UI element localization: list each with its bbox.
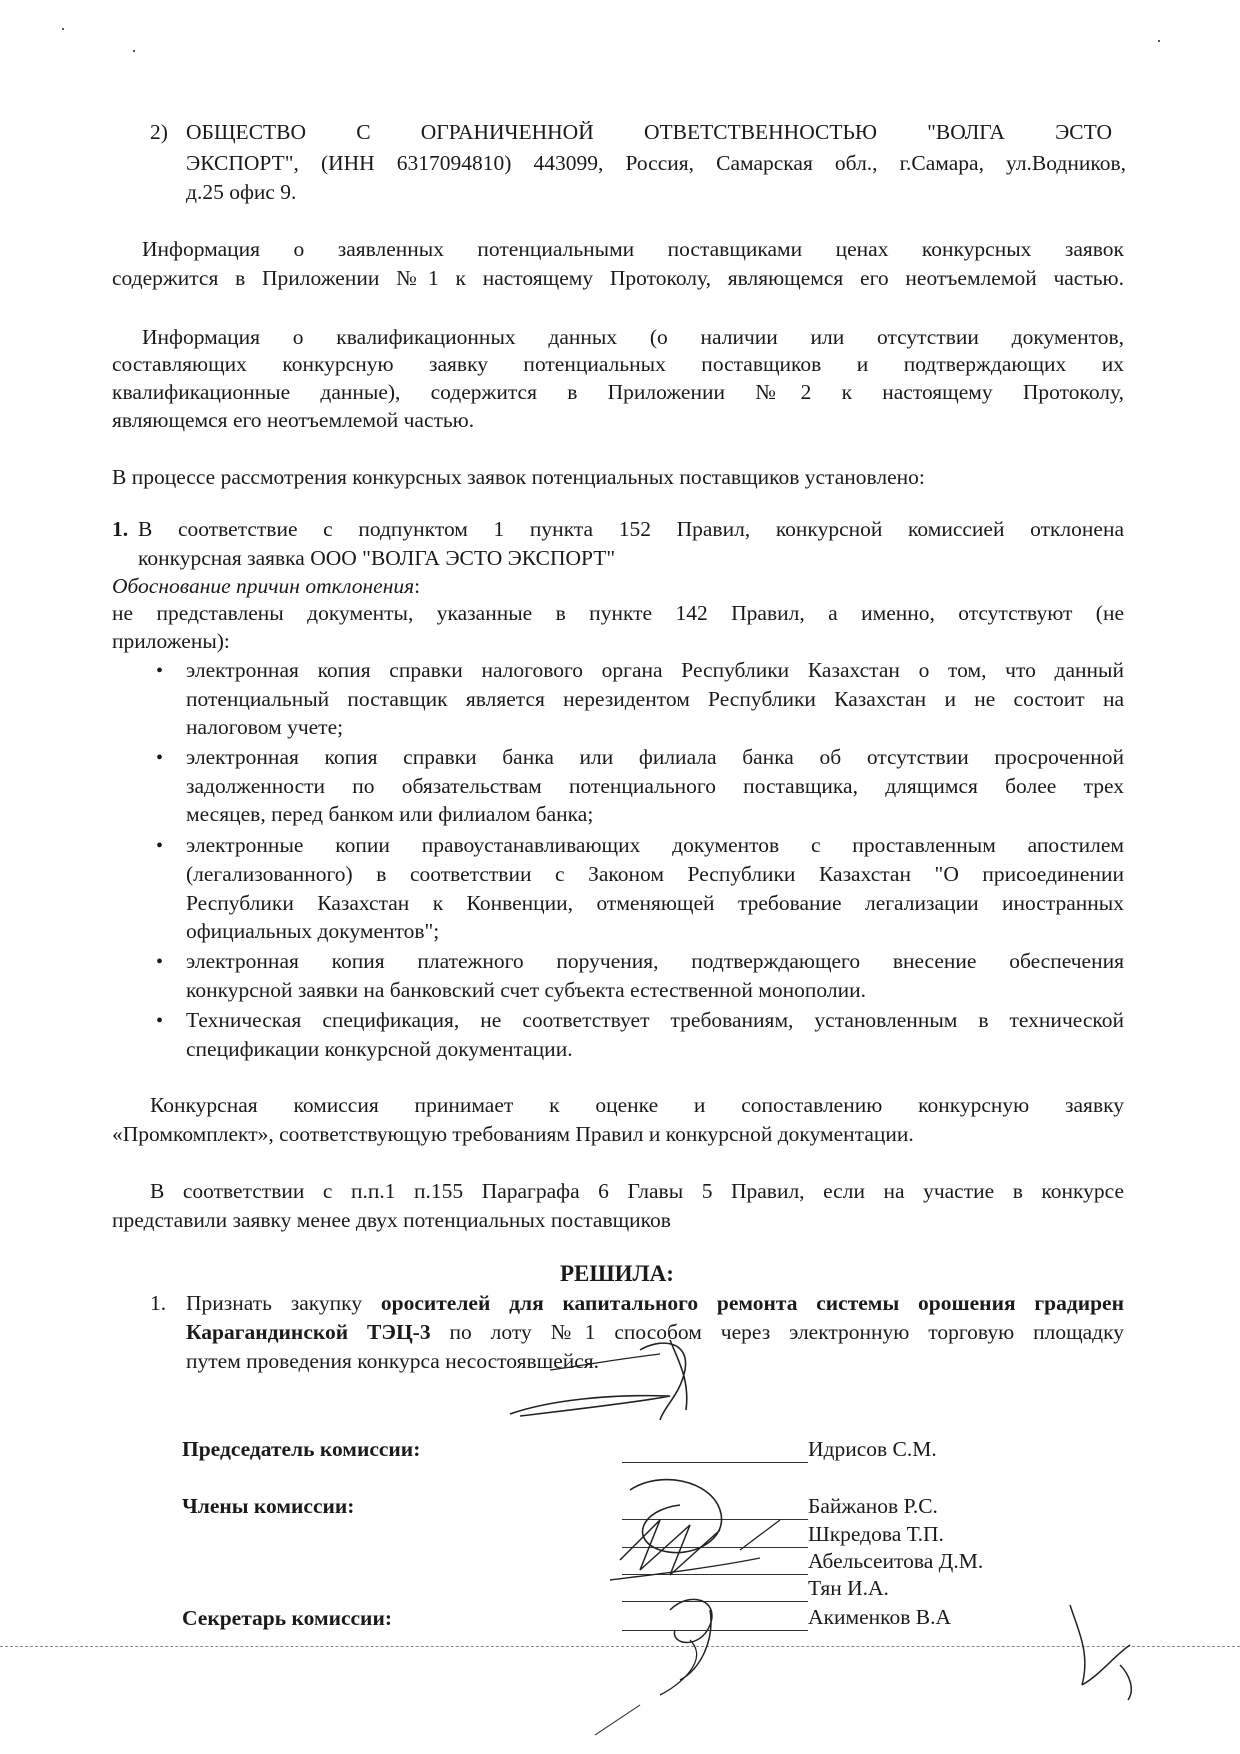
bullet3-line4: официальных документов"; <box>186 919 440 943</box>
accept-line2: «Промкомплект», соответствующую требованиям Правил и конкурсной документации. <box>112 1122 914 1146</box>
member-name-2: Шкредова Т.П. <box>808 1522 944 1546</box>
handwritten-mark-right <box>1060 1595 1150 1705</box>
rejection-line1: В соответствие с подпунктом 1 пункта 152 Правил, конкурсной комиссией отклонена <box>138 517 1124 541</box>
pen-stroke <box>590 1700 650 1740</box>
decision-line2-rest: по лоту №1 способом через электронную торговую площадку <box>430 1320 1124 1344</box>
bullet-dot: • <box>156 1010 164 1032</box>
bullet5-line2: спецификации конкурсной документации. <box>186 1037 573 1061</box>
bullet-dot: • <box>156 835 164 857</box>
rejection-number: 1. <box>112 517 129 541</box>
scan-speck <box>133 50 135 52</box>
bullet2-line3: месяцев, перед банком или филиалом банка; <box>186 802 594 826</box>
decision-part1-bold: оросителей для капитального ремонта системы орошения градирен <box>380 1291 1124 1315</box>
scan-speck <box>62 28 64 30</box>
handwritten-signatures-members <box>600 1460 820 1700</box>
bullet3-line1: электронные копии правоустанавливающих документов с проставленным апостилем <box>186 833 1124 857</box>
bullet-dot: • <box>156 747 164 769</box>
bullet4-line1: электронная копия платежного поручения, подтверждающего внесение обеспечения <box>186 949 1124 973</box>
scan-speck <box>1158 40 1160 42</box>
bullet5-line1: Техническая спецификация, не соответствует требованиям, установленным в технической <box>186 1008 1124 1032</box>
rejection-detail-line2: приложены): <box>112 629 230 653</box>
bullet3-line3: Республики Казахстан к Конвенции, отменяющей требование легализации иностранных <box>186 891 1124 915</box>
accordance-line1: В соответствии с п.п.1 п.155 Параграфа 6 Главы 5 Правил, если на участие в конкурсе <box>150 1179 1124 1203</box>
bullet1-line1: электронная копия справки налогового органа Республики Казахстан о том, что данный <box>186 658 1124 682</box>
prices-line1: Информация о заявленных потенциальными поставщиками ценах конкурсных заявок <box>142 237 1124 261</box>
bullet-dot: • <box>156 660 164 682</box>
qual-line1: Информация о квалификационных данных (о наличии или отсутствии документов, <box>142 325 1124 349</box>
rejection-detail-line1: не представлены документы, указанные в пункте 142 Правил, а именно, отсутствуют (не <box>112 601 1124 625</box>
decision-heading: РЕШИЛА: <box>560 1261 674 1286</box>
chairman-label: Председатель комиссии: <box>182 1437 421 1461</box>
member-name-3: Абельсеитова Д.М. <box>808 1549 984 1573</box>
bullet-dot: • <box>156 951 164 973</box>
handwritten-signature-decision <box>490 1310 710 1430</box>
qual-line3: квалификационные данные), содержится в Приложении №2 к настоящему Протоколу, <box>112 380 1124 404</box>
member-name-1: Байжанов Р.С. <box>808 1494 938 1518</box>
accordance-line2: представили заявку менее двух потенциальных поставщиков <box>112 1208 671 1232</box>
decision-line2-bold: Карагандинской ТЭЦ-3 <box>186 1320 431 1344</box>
rejection-line2: конкурсная заявка ООО "ВОЛГА ЭСТО ЭКСПОРТ" <box>138 546 616 570</box>
bullet2-line2: задолженности по обязательствам потенциального поставщика, длящимся более трех <box>186 774 1124 798</box>
item2-line1: ОБЩЕСТВО С ОГРАНИЧЕННОЙ ОТВЕТСТВЕННОСТЬЮ "ВОЛГА ЭСТО <box>186 120 1112 144</box>
members-label: Члены комиссии: <box>182 1494 355 1518</box>
decision-part1: Признать закупку <box>186 1291 381 1315</box>
decision-number: 1. <box>150 1291 167 1315</box>
member-name-4: Тян И.А. <box>808 1576 889 1600</box>
reason-label: Обоснование причин отклонения <box>112 574 415 598</box>
secretary-label: Секретарь комиссии: <box>182 1606 392 1630</box>
qual-line4: являющемся его неотъемлемой частью. <box>112 408 475 432</box>
review-intro: В процессе рассмотрения конкурсных заявок потенциальных поставщиков установлено: <box>112 465 925 489</box>
secretary-name: Акименков В.А <box>808 1605 952 1629</box>
rejection-reason <box>112 572 1124 601</box>
item2-line2: ЭКСПОРТ", (ИНН 6317094810) 443099, Россия, Самарская обл., г.Самара, ул.Водников, <box>186 151 1126 175</box>
decision-line3: путем проведения конкурса несостоявшейся. <box>186 1349 600 1373</box>
item2-line3: д.25 офис 9. <box>186 180 297 204</box>
bullet1-line3: налоговом учете; <box>186 715 344 739</box>
accept-line1: Конкурсная комиссия принимает к оценке и сопоставлению конкурсную заявку <box>150 1093 1124 1117</box>
item2-number: 2) <box>150 120 168 144</box>
prices-line2: содержится в Приложении №1 к настоящему Протоколу, являющемся его неотъемлемой частью. <box>112 266 1124 290</box>
reason-colon: : <box>414 574 421 598</box>
bullet2-line1: электронная копия справки банка или филиала банка об отсутствии просроченной <box>186 745 1124 769</box>
bullet1-line2: потенциальный поставщик является нерезидентом Республики Казахстан и не состоит на <box>186 687 1124 711</box>
qual-line2: составляющих конкурсную заявку потенциальных поставщиков и подтверждающих их <box>112 352 1124 376</box>
chairman-name: Идрисов С.М. <box>808 1437 937 1461</box>
bullet4-line2: конкурсной заявки на банковский счет субъекта естественной монополии. <box>186 978 866 1002</box>
bullet3-line2: (легализованного) в соответствии с Законом Республики Казахстан "О присоединении <box>186 862 1124 886</box>
